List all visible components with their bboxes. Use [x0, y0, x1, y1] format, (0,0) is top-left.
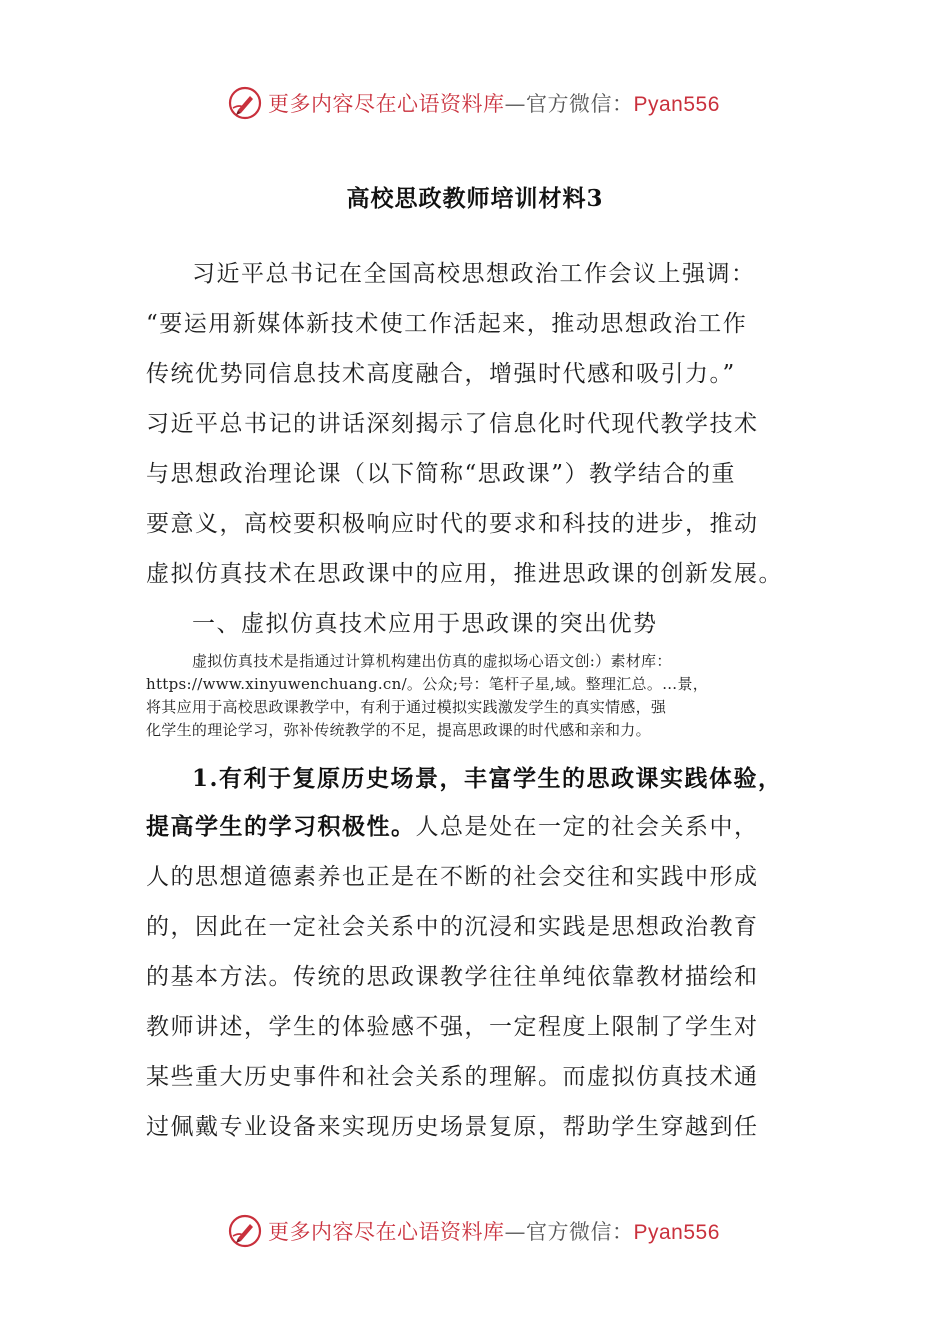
point-heading-end: 提高学生的学习积极性。	[146, 813, 416, 840]
pen-logo-icon	[228, 1214, 262, 1248]
paragraph-line: 人的思想道德素养也正是在不断的社会交往和实践中形成	[146, 864, 759, 890]
banner-contact-label: 官方微信：	[526, 1220, 634, 1244]
banner-main-text: 更多内容尽在心语资料库	[268, 92, 505, 116]
paragraph-line: 某些重大历史事件和社会关系的理解。而虚拟仿真技术通	[146, 1064, 759, 1090]
banner-contact-id: Pyan556	[633, 93, 720, 116]
pen-logo-icon	[228, 86, 262, 120]
banner-separator: —	[504, 1220, 526, 1244]
banner-contact-label: 官方微信：	[526, 92, 634, 116]
banner-text	[268, 1216, 720, 1246]
paragraph-line: 要意义，高校要积极响应时代的要求和科技的进步，推动	[146, 511, 759, 537]
point-mixed-line	[146, 808, 759, 841]
banner-main-text: 更多内容尽在心语资料库	[268, 1220, 505, 1244]
point-text: 人总是处在一定的社会关系中，	[415, 814, 759, 840]
paragraph-line: 传统优势同信息技术高度融合，增强时代感和吸引力。”	[146, 361, 736, 387]
banner-separator: —	[504, 92, 526, 116]
banner-text	[268, 88, 720, 118]
banner-contact-id: Pyan556	[633, 1221, 720, 1244]
small-paragraph-line: 化学生的理论学习，弥补传统教学的不足，提高思政课的时代感和亲和力。	[146, 721, 651, 739]
paragraph-line: 与思想政治理论课（以下简称“思政课”）教学结合的重	[146, 461, 737, 487]
document-title: 高校思政教师培训材料3	[346, 185, 604, 212]
paragraph-line: “要运用新媒体新技术使工作活起来，推动思想政治工作	[146, 311, 748, 337]
section-heading: 一、虚拟仿真技术应用于思政课的突出优势	[192, 611, 658, 637]
header-banner	[0, 82, 950, 122]
paragraph-line: 的基本方法。传统的思政课教学往往单纯依靠教材描绘和	[146, 964, 759, 990]
paragraph-line: 习近平总书记在全国高校思想政治工作会议上强调：	[192, 261, 756, 287]
paragraph-line: 教师讲述，学生的体验感不强，一定程度上限制了学生对	[146, 1014, 759, 1040]
paragraph-line: 的，因此在一定社会关系中的沉浸和实践是思想政治教育	[146, 914, 759, 940]
small-paragraph-line: https://www.xinyuwenchuang.cn/。公众;号：笔杆子星,域。整理汇总。…景，	[146, 675, 709, 693]
paragraph-line: 习近平总书记的讲话深刻揭示了信息化时代现代教学技术	[146, 411, 759, 437]
footer-banner	[0, 1210, 950, 1250]
paragraph-line: 过佩戴专业设备来实现历史场景复原，帮助学生穿越到任	[146, 1114, 759, 1140]
paragraph-line: 虚拟仿真技术在思政课中的应用，推进思政课的创新发展。	[146, 561, 783, 587]
small-paragraph-line: 虚拟仿真技术是指通过计算机构建出仿真的虚拟场心语文创:）素材库：	[192, 652, 672, 670]
small-paragraph-line: 将其应用于高校思政课教学中，有利于通过模拟实践激发学生的真实情感，强	[146, 698, 667, 716]
point-heading-line: 1.有利于复原历史场景，丰富学生的思政课实践体验，	[192, 765, 783, 792]
